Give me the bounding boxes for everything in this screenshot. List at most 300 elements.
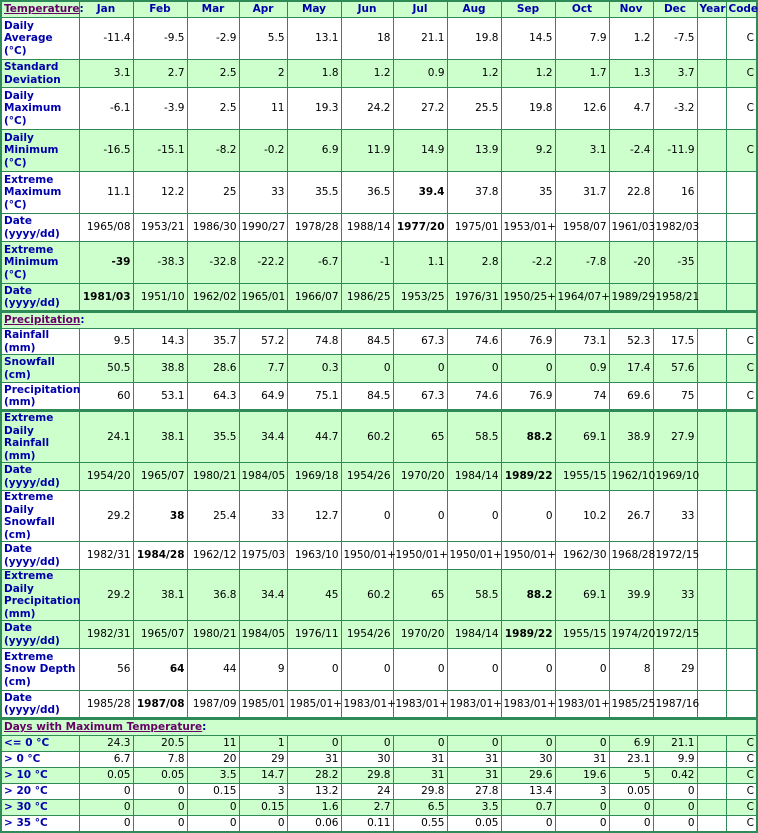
table-cell-sep: 88.2 (501, 411, 555, 463)
table-cell-aug: 1976/31 (447, 284, 501, 312)
table-cell-code: C (726, 383, 757, 411)
table-cell-apr: 1 (239, 736, 287, 752)
table-cell-mar: 28.6 (187, 355, 239, 383)
table-cell-jun: 0 (341, 649, 393, 691)
table-cell-nov: 52.3 (609, 329, 653, 355)
table-cell-jan: 1981/03 (79, 284, 133, 312)
table-cell-jun: 30 (341, 752, 393, 768)
table-cell-sep: 14.5 (501, 18, 555, 60)
table-cell-jan: 0 (79, 784, 133, 800)
table-cell-dec: 27.9 (653, 411, 697, 463)
table-cell-code (726, 570, 757, 621)
table-cell-year (697, 784, 726, 800)
table-cell-feb: -9.5 (133, 18, 187, 60)
table-cell-apr: 33 (239, 172, 287, 214)
table-cell-oct: 74 (555, 383, 609, 411)
month-header-jan: Jan (79, 1, 133, 18)
row-label: > 35 °C (1, 816, 79, 832)
table-cell-oct: 1958/07 (555, 214, 609, 242)
table-cell-jun: 2.7 (341, 800, 393, 816)
table-cell-jun: 1954/26 (341, 621, 393, 649)
table-cell-dec: 1958/21 (653, 284, 697, 312)
month-header-nov: Nov (609, 1, 653, 18)
table-cell-code (726, 214, 757, 242)
table-cell-sep: 1950/01+ (501, 542, 555, 570)
days-with-maximum-temperature-section-row (1, 719, 757, 736)
table-cell-oct: 0 (555, 800, 609, 816)
table-cell-jan: 3.1 (79, 60, 133, 88)
table-row (1, 816, 757, 832)
table-cell-mar: 0 (187, 816, 239, 832)
table-cell-code (726, 242, 757, 284)
table-cell-jun: 1988/14 (341, 214, 393, 242)
table-cell-may: 13.1 (287, 18, 341, 60)
table-cell-jun: 60.2 (341, 411, 393, 463)
table-cell-year (697, 570, 726, 621)
table-cell-year (697, 542, 726, 570)
table-cell-nov: 1962/10 (609, 463, 653, 491)
table-cell-aug: 58.5 (447, 411, 501, 463)
table-cell-sep: 13.4 (501, 784, 555, 800)
table-cell-nov: 69.6 (609, 383, 653, 411)
row-label: Date (yyyy/dd) (1, 214, 79, 242)
table-cell-year (697, 411, 726, 463)
table-cell-nov: 1989/29 (609, 284, 653, 312)
table-cell-may: 1966/07 (287, 284, 341, 312)
table-cell-dec: 57.6 (653, 355, 697, 383)
table-cell-year (697, 621, 726, 649)
table-cell-feb: 0 (133, 816, 187, 832)
table-cell-sep: 76.9 (501, 383, 555, 411)
table-cell-mar: 36.8 (187, 570, 239, 621)
table-cell-aug: 31 (447, 768, 501, 784)
table-cell-dec: -11.9 (653, 130, 697, 172)
table-cell-code (726, 691, 757, 719)
table-cell-feb: 0 (133, 800, 187, 816)
month-header-dec: Dec (653, 1, 697, 18)
table-cell-jul: 1977/20 (393, 214, 447, 242)
table-cell-mar: 1962/02 (187, 284, 239, 312)
table-cell-nov: 1974/20 (609, 621, 653, 649)
table-cell-apr: 0 (239, 816, 287, 832)
table-cell-mar: -32.8 (187, 242, 239, 284)
table-cell-oct: 1.7 (555, 60, 609, 88)
table-cell-jan: 24.3 (79, 736, 133, 752)
table-cell-sep: 0 (501, 491, 555, 542)
table-cell-year (697, 88, 726, 130)
table-cell-dec: 9.9 (653, 752, 697, 768)
table-cell-jul: 0.55 (393, 816, 447, 832)
table-cell-feb: 12.2 (133, 172, 187, 214)
table-cell-year (697, 691, 726, 719)
table-cell-code: C (726, 752, 757, 768)
table-cell-oct: 0.9 (555, 355, 609, 383)
precipitation-section-row (1, 312, 757, 329)
table-cell-sep: 1983/01+ (501, 691, 555, 719)
table-cell-jul: 0 (393, 355, 447, 383)
table-cell-oct: 0 (555, 736, 609, 752)
table-cell-nov: 39.9 (609, 570, 653, 621)
table-cell-jun: 1983/01+ (341, 691, 393, 719)
table-cell-dec: 33 (653, 570, 697, 621)
table-cell-code (726, 491, 757, 542)
table-cell-mar: 2.5 (187, 88, 239, 130)
row-label: Daily Maximum (°C) (1, 88, 79, 130)
table-cell-jul: 1.1 (393, 242, 447, 284)
table-cell-jun: 1950/01+ (341, 542, 393, 570)
table-cell-may: 12.7 (287, 491, 341, 542)
table-cell-dec: 1969/10 (653, 463, 697, 491)
table-cell-sep: 0.7 (501, 800, 555, 816)
table-cell-nov: 26.7 (609, 491, 653, 542)
table-cell-aug: 74.6 (447, 383, 501, 411)
table-cell-jul: 1983/01+ (393, 691, 447, 719)
table-cell-nov: 38.9 (609, 411, 653, 463)
table-cell-mar: 1980/21 (187, 621, 239, 649)
table-cell-sep: 0 (501, 736, 555, 752)
table-cell-year (697, 736, 726, 752)
table-cell-apr: 1984/05 (239, 463, 287, 491)
table-cell-apr: 0.15 (239, 800, 287, 816)
table-cell-may: 45 (287, 570, 341, 621)
table-cell-may: 35.5 (287, 172, 341, 214)
row-label: > 30 °C (1, 800, 79, 816)
table-cell-code: C (726, 130, 757, 172)
table-cell-sep: 35 (501, 172, 555, 214)
table-cell-may: 19.3 (287, 88, 341, 130)
table-cell-year (697, 752, 726, 768)
table-cell-apr: 11 (239, 88, 287, 130)
table-cell-jul: 27.2 (393, 88, 447, 130)
table-cell-jan: 0 (79, 800, 133, 816)
table-cell-apr: 3 (239, 784, 287, 800)
table-cell-jul: 67.3 (393, 329, 447, 355)
table-cell-mar: 20 (187, 752, 239, 768)
table-cell-feb: -38.3 (133, 242, 187, 284)
table-cell-jul: 67.3 (393, 383, 447, 411)
table-cell-nov: 0 (609, 816, 653, 832)
table-row (1, 329, 757, 355)
table-cell-sep: 9.2 (501, 130, 555, 172)
table-cell-jan: 0.05 (79, 768, 133, 784)
table-cell-aug: 0.05 (447, 816, 501, 832)
table-cell-mar: 0 (187, 800, 239, 816)
table-cell-may: 1.6 (287, 800, 341, 816)
table-cell-sep: 0 (501, 649, 555, 691)
month-header-mar: Mar (187, 1, 239, 18)
header-row (1, 1, 757, 18)
table-cell-dec: 1982/03 (653, 214, 697, 242)
table-cell-code (726, 284, 757, 312)
table-row (1, 463, 757, 491)
table-cell-feb: 1987/08 (133, 691, 187, 719)
table-cell-feb: 20.5 (133, 736, 187, 752)
table-cell-nov: 1.3 (609, 60, 653, 88)
table-row (1, 88, 757, 130)
table-cell-jun: 1954/26 (341, 463, 393, 491)
days-with-maximum-temperature-section-header: Days with Maximum Temperature: (1, 719, 757, 736)
table-cell-may: 0 (287, 736, 341, 752)
row-label: Date (yyyy/dd) (1, 542, 79, 570)
table-cell-jan: 1985/28 (79, 691, 133, 719)
table-cell-dec: 0 (653, 800, 697, 816)
table-cell-aug: 1984/14 (447, 463, 501, 491)
row-label: Date (yyyy/dd) (1, 284, 79, 312)
table-cell-sep: 1953/01+ (501, 214, 555, 242)
table-cell-code: C (726, 736, 757, 752)
table-cell-oct: 1983/01+ (555, 691, 609, 719)
table-cell-nov: 0.05 (609, 784, 653, 800)
table-cell-mar: 64.3 (187, 383, 239, 411)
table-cell-apr: -22.2 (239, 242, 287, 284)
table-cell-year (697, 329, 726, 355)
table-cell-jul: 0 (393, 491, 447, 542)
table-cell-aug: 1975/01 (447, 214, 501, 242)
temperature-section-header: Temperature: (1, 1, 79, 18)
table-cell-jul: 1970/20 (393, 621, 447, 649)
table-row (1, 242, 757, 284)
row-label: Extreme Daily Rainfall (mm) (1, 411, 79, 463)
table-cell-jun: 84.5 (341, 329, 393, 355)
table-cell-may: 44.7 (287, 411, 341, 463)
table-cell-sep: 29.6 (501, 768, 555, 784)
month-header-jul: Jul (393, 1, 447, 18)
table-cell-may: 0.06 (287, 816, 341, 832)
table-cell-apr: 5.5 (239, 18, 287, 60)
table-cell-apr: 1985/01 (239, 691, 287, 719)
table-cell-oct: 1964/07+ (555, 284, 609, 312)
table-cell-may: 28.2 (287, 768, 341, 784)
table-cell-nov: -2.4 (609, 130, 653, 172)
table-cell-oct: 0 (555, 816, 609, 832)
table-row (1, 691, 757, 719)
table-cell-jul: 14.9 (393, 130, 447, 172)
table-cell-mar: 1980/21 (187, 463, 239, 491)
table-cell-year (697, 60, 726, 88)
table-cell-oct: 3 (555, 784, 609, 800)
table-cell-may: 75.1 (287, 383, 341, 411)
table-cell-jan: -16.5 (79, 130, 133, 172)
table-cell-jan: 24.1 (79, 411, 133, 463)
table-cell-jul: 1950/01+ (393, 542, 447, 570)
table-cell-may: 1.8 (287, 60, 341, 88)
table-cell-oct: 7.9 (555, 18, 609, 60)
table-row (1, 18, 757, 60)
table-cell-mar: 35.5 (187, 411, 239, 463)
table-cell-mar: 25 (187, 172, 239, 214)
table-cell-feb: -15.1 (133, 130, 187, 172)
table-cell-aug: 0 (447, 355, 501, 383)
table-cell-aug: 25.5 (447, 88, 501, 130)
table-cell-code: C (726, 60, 757, 88)
row-label: Extreme Daily Precipitation (mm) (1, 570, 79, 621)
table-row (1, 383, 757, 411)
table-cell-jan: -39 (79, 242, 133, 284)
row-label: Precipitation (mm) (1, 383, 79, 411)
table-cell-jan: 1982/31 (79, 621, 133, 649)
table-cell-oct: 1962/30 (555, 542, 609, 570)
table-cell-jul: 29.8 (393, 784, 447, 800)
table-cell-code: C (726, 800, 757, 816)
table-cell-mar: -2.9 (187, 18, 239, 60)
table-row (1, 800, 757, 816)
table-cell-may: 0.3 (287, 355, 341, 383)
table-cell-code (726, 172, 757, 214)
row-label: > 0 °C (1, 752, 79, 768)
table-cell-code: C (726, 88, 757, 130)
table-cell-code (726, 621, 757, 649)
table-cell-apr: 64.9 (239, 383, 287, 411)
table-row (1, 768, 757, 784)
table-cell-code: C (726, 355, 757, 383)
table-cell-feb: 38.1 (133, 570, 187, 621)
table-row (1, 60, 757, 88)
table-cell-nov: 0 (609, 800, 653, 816)
table-cell-jul: 65 (393, 570, 447, 621)
table-cell-may: -6.7 (287, 242, 341, 284)
table-cell-feb: 38.1 (133, 411, 187, 463)
table-cell-sep: 19.8 (501, 88, 555, 130)
table-cell-mar: 3.5 (187, 768, 239, 784)
table-row (1, 284, 757, 312)
table-cell-code (726, 463, 757, 491)
table-cell-year (697, 800, 726, 816)
table-cell-sep: 1989/22 (501, 463, 555, 491)
table-cell-may: 74.8 (287, 329, 341, 355)
table-cell-aug: 74.6 (447, 329, 501, 355)
table-cell-mar: 11 (187, 736, 239, 752)
table-cell-code (726, 411, 757, 463)
table-cell-jun: 1986/25 (341, 284, 393, 312)
table-cell-feb: 64 (133, 649, 187, 691)
row-label: Rainfall (mm) (1, 329, 79, 355)
row-label: Date (yyyy/dd) (1, 691, 79, 719)
table-cell-aug: 13.9 (447, 130, 501, 172)
table-cell-dec: 0 (653, 784, 697, 800)
table-cell-oct: 69.1 (555, 411, 609, 463)
month-header-apr: Apr (239, 1, 287, 18)
table-cell-apr: 57.2 (239, 329, 287, 355)
table-cell-code: C (726, 816, 757, 832)
table-cell-feb: 1965/07 (133, 463, 187, 491)
table-cell-feb: 0.05 (133, 768, 187, 784)
table-cell-year (697, 18, 726, 60)
table-cell-jun: 0 (341, 355, 393, 383)
table-cell-apr: 14.7 (239, 768, 287, 784)
row-label: Standard Deviation (1, 60, 79, 88)
table-cell-aug: 0 (447, 736, 501, 752)
table-cell-jan: 11.1 (79, 172, 133, 214)
table-cell-apr: 7.7 (239, 355, 287, 383)
table-row (1, 784, 757, 800)
table-cell-jul: 31 (393, 752, 447, 768)
table-cell-jan: 1954/20 (79, 463, 133, 491)
table-row (1, 172, 757, 214)
month-header-aug: Aug (447, 1, 501, 18)
table-cell-jul: 0.9 (393, 60, 447, 88)
table-cell-feb: 38 (133, 491, 187, 542)
table-cell-aug: 2.8 (447, 242, 501, 284)
table-cell-year (697, 768, 726, 784)
table-cell-aug: 58.5 (447, 570, 501, 621)
table-cell-nov: 5 (609, 768, 653, 784)
table-cell-apr: -0.2 (239, 130, 287, 172)
table-cell-jan: 6.7 (79, 752, 133, 768)
table-row (1, 214, 757, 242)
table-cell-mar: 1986/30 (187, 214, 239, 242)
table-cell-code: C (726, 768, 757, 784)
table-cell-apr: 9 (239, 649, 287, 691)
table-cell-nov: 22.8 (609, 172, 653, 214)
table-cell-oct: 19.6 (555, 768, 609, 784)
table-cell-aug: 19.8 (447, 18, 501, 60)
table-cell-feb: -3.9 (133, 88, 187, 130)
month-header-oct: Oct (555, 1, 609, 18)
table-cell-may: 1985/01+ (287, 691, 341, 719)
table-cell-jul: 0 (393, 736, 447, 752)
table-row (1, 542, 757, 570)
table-cell-dec: 33 (653, 491, 697, 542)
table-cell-apr: 33 (239, 491, 287, 542)
table-cell-feb: 38.8 (133, 355, 187, 383)
table-cell-year (697, 214, 726, 242)
table-row (1, 736, 757, 752)
table-cell-apr: 1975/03 (239, 542, 287, 570)
table-cell-dec: 29 (653, 649, 697, 691)
table-cell-dec: 16 (653, 172, 697, 214)
table-cell-oct: 31 (555, 752, 609, 768)
row-label: > 20 °C (1, 784, 79, 800)
table-cell-mar: 1962/12 (187, 542, 239, 570)
table-cell-nov: 1961/03 (609, 214, 653, 242)
table-cell-aug: 3.5 (447, 800, 501, 816)
days-with-maximum-temperature-section-link[interactable]: Days with Maximum Temperature (4, 721, 203, 734)
month-header-jun: Jun (341, 1, 393, 18)
table-cell-apr: 34.4 (239, 411, 287, 463)
table-cell-oct: 10.2 (555, 491, 609, 542)
table-cell-feb: 0 (133, 784, 187, 800)
table-cell-code (726, 649, 757, 691)
table-cell-jul: 39.4 (393, 172, 447, 214)
table-cell-year (697, 816, 726, 832)
table-cell-jul: 0 (393, 649, 447, 691)
table-cell-jan: 1982/31 (79, 542, 133, 570)
table-row (1, 491, 757, 542)
table-cell-aug: 0 (447, 649, 501, 691)
table-cell-sep: 0 (501, 816, 555, 832)
table-cell-nov: 1.2 (609, 18, 653, 60)
table-cell-oct: 1955/15 (555, 621, 609, 649)
temperature-section-link[interactable]: Temperature (4, 3, 80, 16)
table-cell-dec: -3.2 (653, 88, 697, 130)
table-cell-oct: 69.1 (555, 570, 609, 621)
table-cell-jan: 56 (79, 649, 133, 691)
table-cell-jun: 24 (341, 784, 393, 800)
table-cell-dec: 21.1 (653, 736, 697, 752)
table-cell-jun: 0 (341, 736, 393, 752)
table-cell-feb: 14.3 (133, 329, 187, 355)
table-cell-mar: 44 (187, 649, 239, 691)
table-cell-feb: 1984/28 (133, 542, 187, 570)
table-cell-jan: 60 (79, 383, 133, 411)
precipitation-section-link[interactable]: Precipitation (4, 314, 81, 327)
table-cell-sep: 0 (501, 355, 555, 383)
table-cell-nov: 8 (609, 649, 653, 691)
table-cell-oct: 73.1 (555, 329, 609, 355)
table-cell-year (697, 355, 726, 383)
table-cell-year (697, 649, 726, 691)
table-cell-year (697, 242, 726, 284)
